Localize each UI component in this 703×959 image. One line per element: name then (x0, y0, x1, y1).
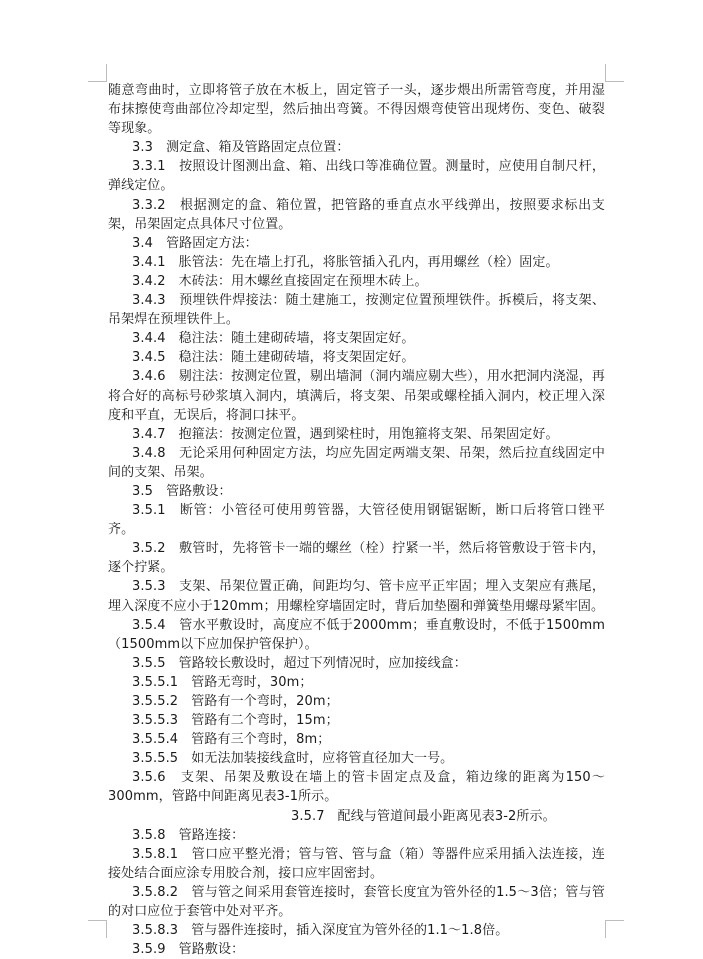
paragraph: 3.5.5.3 管路有二个弯时，15m； (132, 713, 339, 729)
corner-mark-top-right-h (606, 81, 624, 82)
paragraph: 3.5.9 管路敷设： (132, 942, 245, 958)
paragraph: 3.5.5.2 管路有一个弯时，20m； (132, 694, 339, 709)
paragraph: 3.4.6 剔注法：按测定位置，剔出墙洞（洞内端应剔大些），用水把洞内浇湿，再将合好的高标号砂浆填入洞内，填满后，将支架、吊架或螺栓插入洞内，校正埋入深度和平直，无误后，将洞口抹平。 (108, 369, 605, 423)
paragraph: 3.3 测定盒、箱及管路固定点位置： (132, 140, 350, 156)
paragraph: 3.4.8 无论采用何种固定方法，均应先固定两端支架、吊架，然后拉直线固定中间的支架、吊架。 (108, 445, 605, 480)
paragraph: 3.5.6 支架、吊架及敷设在墙上的管卡固定点及盒，箱边缘的距离为150～300mm，管路中间距离见表3-1所示。 (108, 770, 605, 805)
corner-mark-top-left-h (88, 81, 106, 82)
corner-mark-top-right-v (605, 64, 606, 82)
corner-mark-bottom-left-v (106, 920, 107, 938)
paragraph: 3.4.5 稳注法：随土建砌砖墙，将支架固定好。 (132, 350, 415, 366)
paragraph: 3.5.8 管路连接： (132, 827, 245, 843)
paragraph: 3.5.3 支架、吊架位置正确，间距均匀、管卡应平正牢固；埋入支架应有燕尾，埋入深度不应小于120mm；用螺栓穿墙固定时，背后加垫圈和弹簧垫用螺母紧牢固。 (108, 579, 605, 614)
paragraph: 3.4 管路固定方法： (132, 235, 258, 251)
paragraph: 3.5.4 管水平敷设时，高度应不低于2000mm；垂直敷设时，不低于1500mm（1500mm以下应加保护管保护）。 (108, 617, 605, 652)
paragraph: 3.4.3 预埋铁件焊接法：随土建施工，按测定位置预埋铁件。拆模后，将支架、吊架焊在预埋铁件上。 (108, 293, 605, 328)
paragraph: 3.5.7 配线与管道间最小距离见表3-2所示。 (291, 808, 556, 824)
corner-mark-bottom-right-h (606, 920, 624, 921)
paragraph: 3.5.8.2 管与管之间采用套管连接时，套管长度宜为管外径的1.5～3倍；管与管的对口应位于套管中处对平齐。 (108, 884, 605, 920)
document-body (108, 81, 605, 959)
paragraph: 3.4.1 胀管法：先在墙上打孔，将胀管插入孔内，再用螺丝（栓）固定。 (132, 254, 559, 270)
paragraph: 3.4.2 木砖法：用木螺丝直接固定在预埋木砖上。 (132, 273, 428, 289)
paragraph: 3.5.1 断管：小管径可使用剪管器，大管径使用钢锯锯断，断口后将管口锉平齐。 (108, 503, 605, 538)
paragraph: 3.5.5.4 管路有三个弯时，8m； (132, 732, 331, 748)
paragraph: 3.4.4 稳注法：随土建砌砖墙，将支架固定好。 (132, 331, 415, 347)
paragraph: 3.5.8.3 管与器件连接时，插入深度宜为管外径的1.1～1.8倍。 (132, 923, 509, 939)
paragraph: 3.5 管路敷设： (132, 483, 232, 499)
corner-mark-top-left-v (106, 64, 107, 82)
paragraph: 3.5.8.1 管口应平整光滑；管与管、管与盒（箱）等器件应采用插入法连接，连接处结合面应涂专用胶合剂，接口应牢固密封。 (108, 846, 605, 881)
corner-mark-bottom-left-h (88, 920, 106, 921)
corner-mark-bottom-right-v (605, 920, 606, 938)
paragraph: 3.5.5 管路较长敷设时，超过下列情况时，应加接线盒： (132, 655, 467, 671)
paragraph: 3.3.1 按照设计图测出盒、箱、出线口等准确位置。测量时，应使用自制尺杆，弹线定位。 (108, 159, 605, 194)
paragraph: 3.5.5.1 管路无弯时，30m； (132, 674, 313, 690)
paragraph: 3.3.2 根据测定的盒、箱位置，把管路的垂直点水平线弹出，按照要求标出支架，吊架固定点具体尺寸位置。 (108, 197, 605, 232)
paragraph: 3.5.2 敷管时，先将管卡一端的螺丝（栓）拧紧一半，然后将管敷设于管卡内，逐个拧紧。 (108, 541, 605, 576)
paragraph: 3.4.7 抱箍法：按测定位置，遇到梁柱时，用饱箍将支架、吊架固定好。 (132, 426, 559, 442)
paragraph: 随意弯曲时，立即将管子放在木板上，固定管子一头，逐步煨出所需管弯度，并用湿布抹擦使弯曲部位冷却定型，然后抽出弯簧。不得因煨弯使管出现烤伤、变色、破裂等现象。 (108, 83, 605, 137)
paragraph: 3.5.5.5 如无法加装接线盒时，应将管直径加大一号。 (132, 751, 454, 767)
